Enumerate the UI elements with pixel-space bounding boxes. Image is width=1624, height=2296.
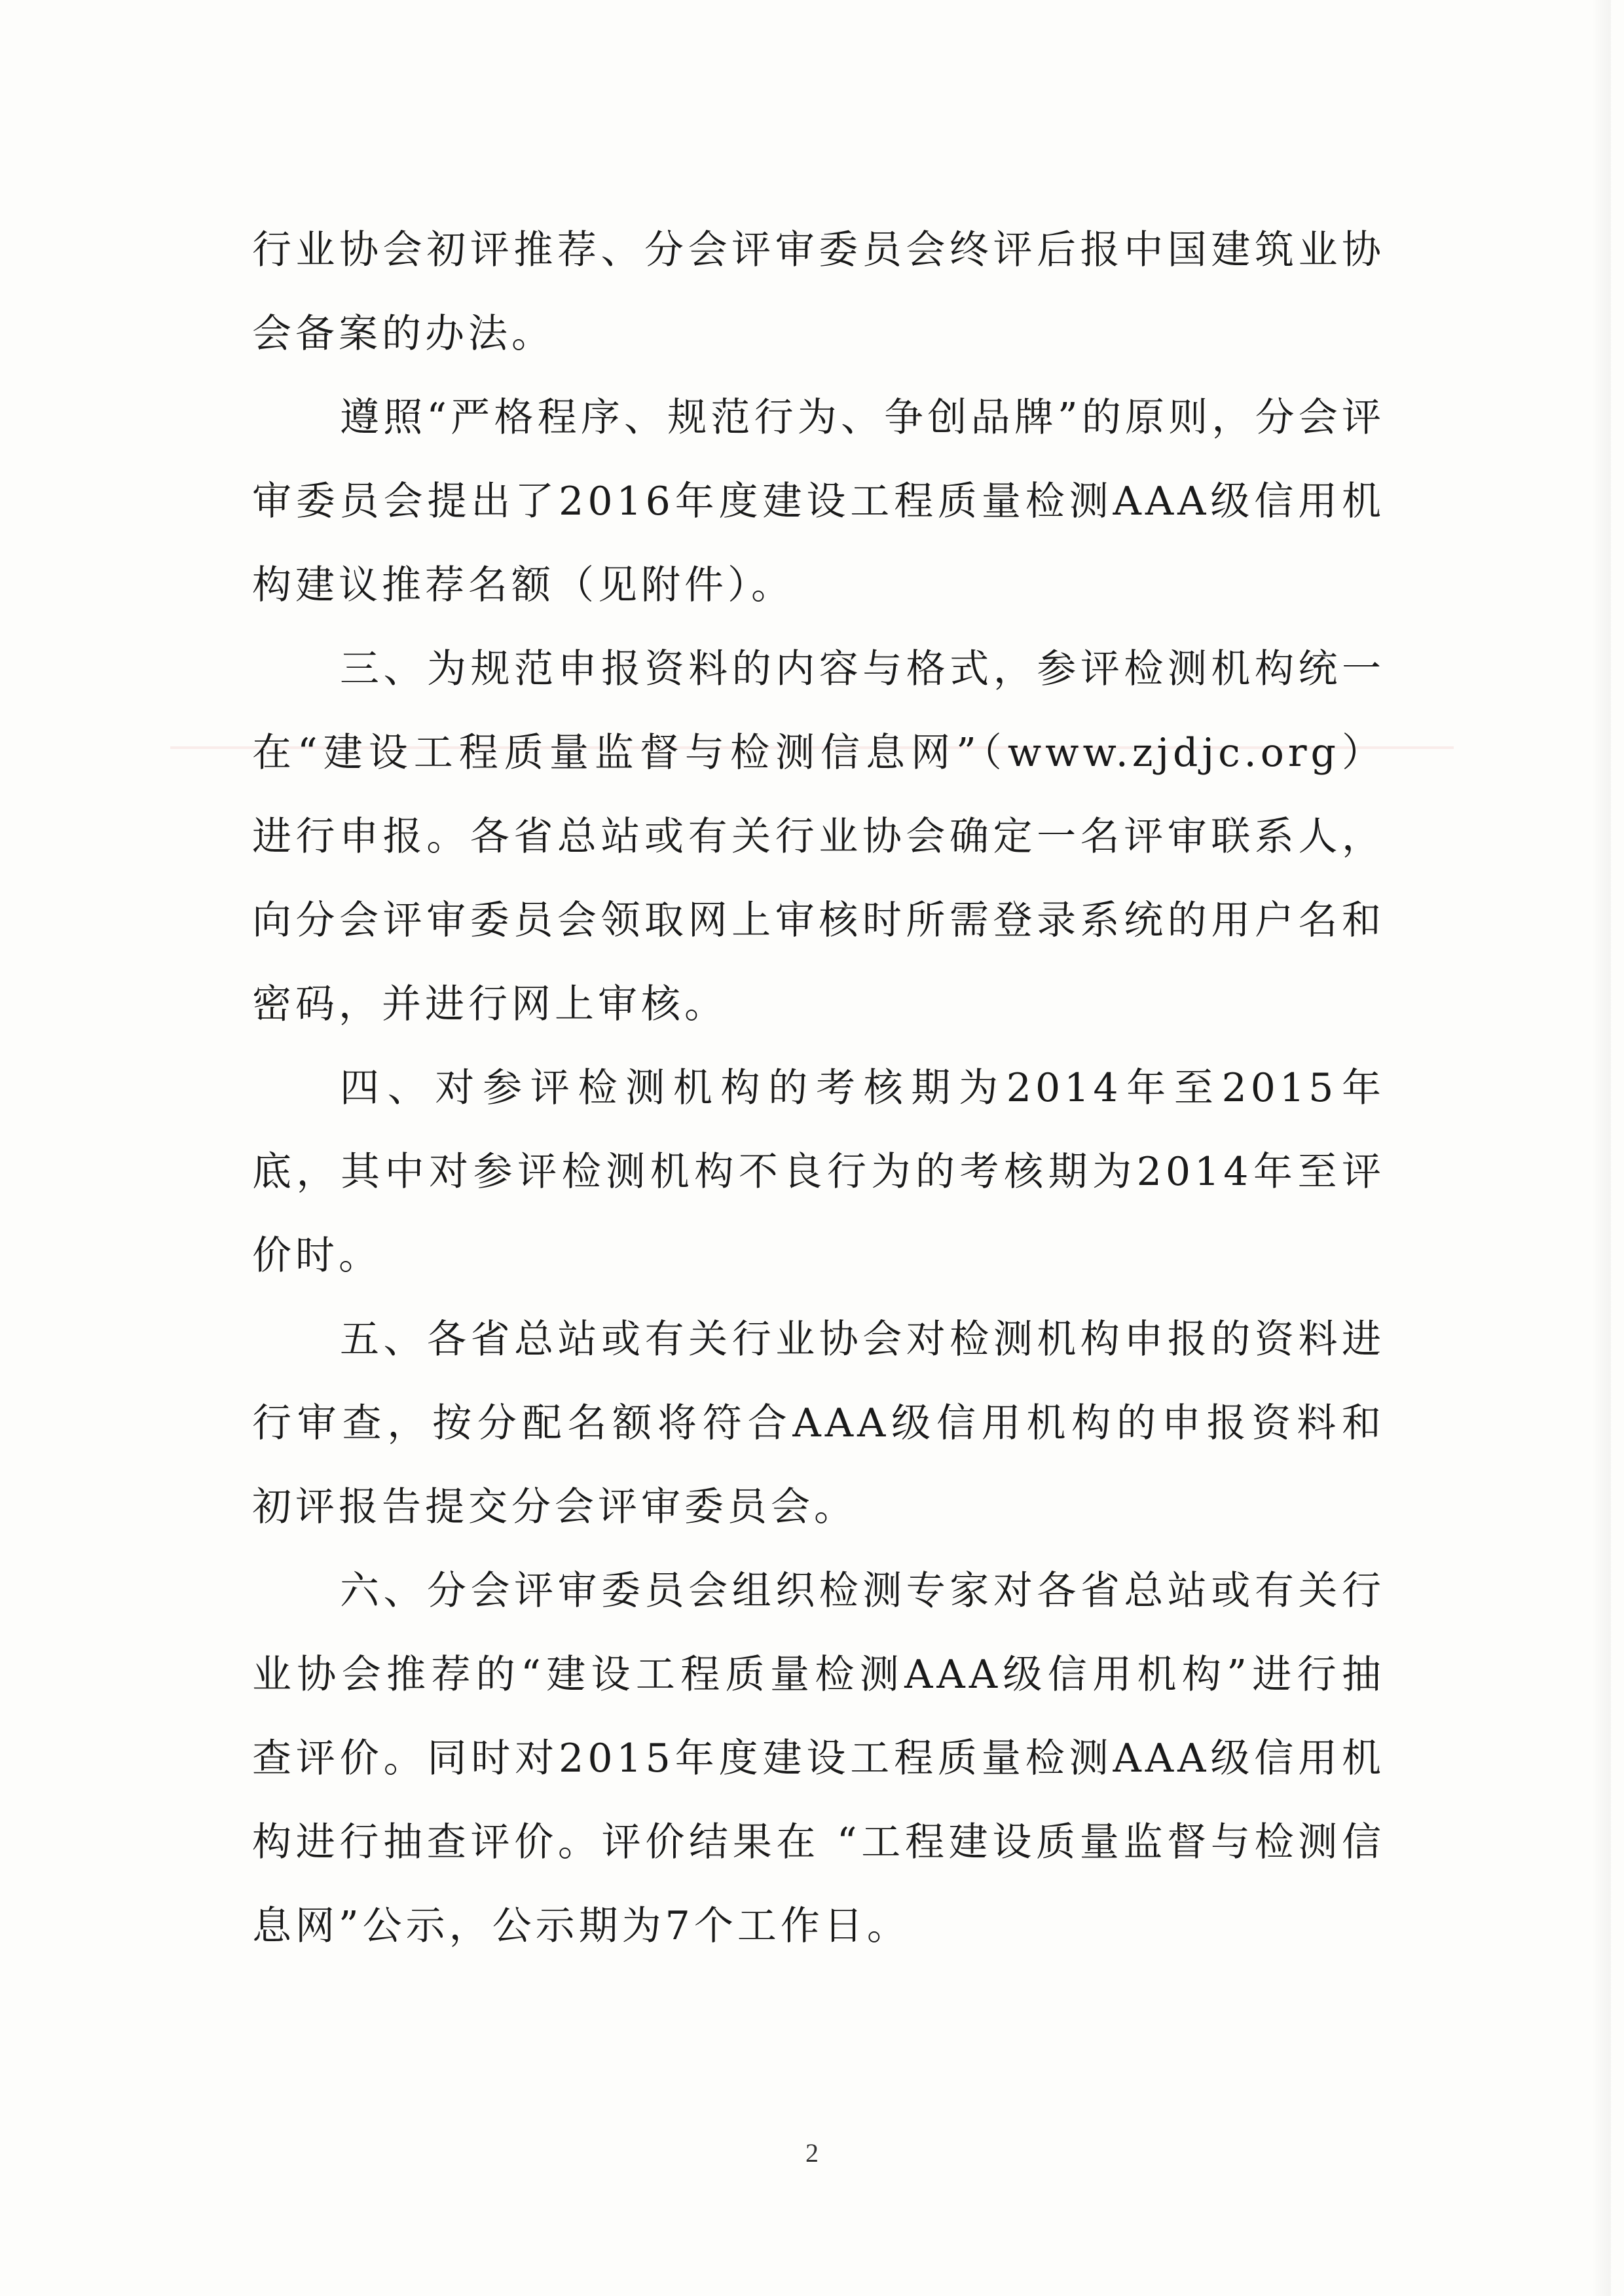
paragraph-item-6: 六、分会评审委员会组织检测专家对各省总站或有关行业协会推荐的“建设工程质量检测AAA级信用机构”进行抽查评价。同时对2015年度建设工程质量检测AAA级信用机构进行抽查评价。评价结果在 “工程建设质量监督与检测信息网”公示，公示期为7个工作日。 [252, 1568, 1385, 1949]
paragraph-principle: 遵照“严格程序、规范行为、争创品牌”的原则，分会评审委员会提出了2016年度建设工程质量检测AAA级信用机构建议推荐名额（见附件）。 [252, 395, 1385, 608]
page-number: 2 [805, 2138, 819, 2168]
paragraph-item-5: 五、各省总站或有关行业协会对检测机构申报的资料进行审查，按分配名额将符合AAA级信用机构的申报资料和初评报告提交分会评审委员会。 [252, 1317, 1385, 1530]
paragraph-item-4: 四、对参评检测机构的考核期为2014年至2015年底，其中对参评检测机构不良行为的考核期为2014年至评价时。 [252, 1065, 1385, 1279]
document-body [252, 208, 1385, 1968]
paragraph-item-3: 三、为规范申报资料的内容与格式，参评检测机构统一在“建设工程质量监督与检测信息网”（www.zjdjc.org）进行申报。各省总站或有关行业协会确定一名评审联系人，向分会评审委员会领取网上审核时所需登录系统的用户名和密码，并进行网上审核。 [252, 646, 1385, 1027]
scan-edge [1591, 0, 1611, 2296]
paragraph-continuation: 行业协会初评推荐、分会评审委员会终评后报中国建筑业协会备案的办法。 [252, 227, 1385, 357]
